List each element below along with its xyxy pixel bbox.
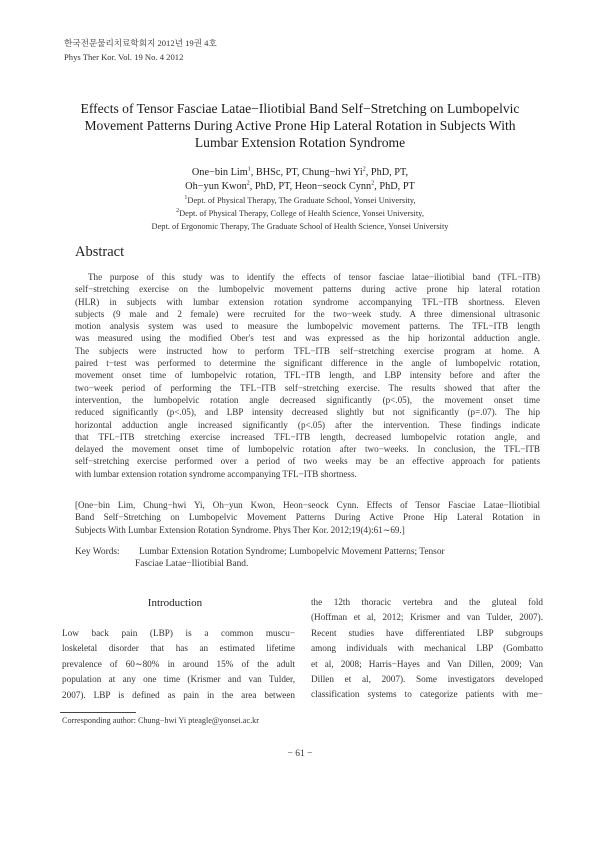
author-degrees: , BHSc, PT, (250, 167, 303, 178)
abstract-line: paired t−test was performed to determine the significant difference in the angle of lumbopelvic rotation, (75, 358, 540, 369)
author-list (40, 166, 560, 194)
affiliation-mark: 1 (184, 195, 188, 202)
body-line: et al, 2008; Harris−Hayes and Van Dillen, 2009; Van (311, 658, 543, 669)
citation-line: [One−bin Lim, Chung−hwi Yi, Oh−yun Kwon, Heon−seock Cynn. Effects of Tensor Fasciae Latae−Iliotibial (75, 500, 540, 510)
title-line: Lumbar Extension Rotation Syndrome (194, 135, 406, 150)
keywords-label: Key Words: (75, 547, 120, 557)
abstract-line: self−stretching exercise performed over a period of two weeks may be an effective approach for patients (75, 456, 540, 467)
abstract-line: two−week period of performing the TFL−ITB self−stretching exercise. The results showed that after the (75, 382, 540, 393)
abstract-line: delayed the movement onset time of lumbopelvic rotation after two−weeks. In conclusion, the TFL−ITB (75, 444, 540, 455)
body-line: loskeletal disorder that has an estimated lifetime (62, 643, 295, 654)
author-affiliation-mark: 2 (246, 180, 250, 187)
journal-name-english: Phys Ther Kor. Vol. 19 No. 4 2012 (64, 52, 184, 62)
body-line: Dillen et al, 2007). Some investigators developed (311, 674, 543, 685)
affiliation-text: Dept. of Physical Therapy, College of Health Science, Yonsei University, (179, 209, 424, 218)
affiliation-line (40, 194, 560, 207)
abstract-line: that TFL−ITB stretching exercise increased TFL−ITB length, decreased lumbopelvic rotation angle, and (75, 431, 540, 442)
abstract-line: subjects (9 male and 2 female) were recruited for the two−week study. A three dimensional ultrasonic (75, 308, 540, 319)
abstract-line: The purpose of this study was to identify the effects of tensor fasciae latae−iliotibial band (TFL−ITB) (88, 272, 540, 282)
affiliation-mark: 2 (176, 208, 180, 215)
body-line: Low back pain (LBP) is a common muscu− (62, 628, 295, 638)
body-line: among individuals with mechanical LBP (Gombatto (311, 643, 543, 654)
author-line (40, 180, 560, 194)
citation-line: Band Self−Stretching on Lumbopelvic Movement Patterns During Active Prone Hip Lateral Rotation in (75, 512, 540, 523)
body-line: classification systems to categorize patients with me− (311, 689, 543, 700)
journal-header (64, 36, 217, 64)
body-line: population at any one time (Krismer and van Tulder, (62, 674, 295, 685)
abstract-line: with lumbar extension rotation syndrome accompanying TFL−ITB shortness. (75, 468, 357, 479)
page-number: − 61 − (287, 749, 313, 759)
author-affiliation-mark: 1 (247, 166, 251, 173)
affiliation-line (40, 207, 560, 220)
author-degrees: , PhD, PT (374, 181, 415, 192)
keywords-text: Lumbar Extension Rotation Syndrome; Lumbopelvic Movement Patterns; Tensor (139, 547, 445, 557)
keywords (75, 546, 445, 571)
author-line (40, 166, 560, 180)
abstract-line: movement onset time of lumbopelvic rotation, TFL−ITB length, and LBP intensity before and after the (75, 370, 540, 381)
abstract-line: reduced significantly (p<.05), and LBP intensity decreased slightly but not significantly (p=.07). The hip (75, 407, 540, 418)
author-degrees: , PhD, PT, (365, 167, 409, 178)
abstract-line: self−stretching exercise on the lumbopelvic movement patterns during active prone hip lateral rotation (75, 284, 540, 295)
citation-block (75, 499, 540, 536)
abstract-line: motion analysis system was used to measure the lumbopelvic movement patterns. The TFL−ITB length (75, 321, 540, 332)
body-line: prevalence of 60∼80% in around 15% of the adult (62, 658, 295, 669)
abstract-line: intervention, the lumbopelvic rotation angle decreased significantly (p<.05), the movement onset time (75, 394, 540, 405)
affiliations (40, 194, 560, 233)
paper-title (40, 100, 560, 151)
author-name: Chung−hwi Yi (302, 167, 363, 178)
author-affiliation-mark: 2 (362, 166, 366, 173)
affiliation-line (40, 220, 560, 233)
body-column-right (311, 595, 543, 703)
citation-line: Subjects With Lumbar Extension Rotation Syndrome. Phys Ther Kor. 2012;19(4):61∼69.] (75, 524, 405, 535)
abstract-line: (HLR) in subjects with lumbar extension rotation syndrome accompanying TFL−ITB shortness. Eleven (75, 296, 540, 307)
keywords-line: Fasciae Latae−Iliotibial Band. (135, 559, 249, 570)
keywords-line (75, 546, 445, 558)
body-line: Recent studies have differentiated LBP subgroups (311, 627, 543, 638)
abstract-line: horizontal adduction angle increased significantly (p<.05) after the intervention. These findings indicate (75, 419, 540, 430)
body-line: the 12th thoracic vertebra and the gluteal fold (311, 597, 543, 607)
abstract-heading: Abstract (75, 244, 125, 260)
abstract-line: The subjects were instructed how to perform TFL−ITB self−stretching exercise program at home. A (75, 345, 540, 356)
author-name: Heon−seock Cynn (294, 181, 372, 192)
abstract-line: was measured using the modified Ober's test and was expressed as the hip horizontal adduction angle. (75, 333, 540, 344)
affiliation-text: Dept. of Physical Therapy, The Graduate School, Yonsei University, (187, 196, 416, 205)
author-name: One−bin Lim (191, 167, 248, 178)
title-line: Movement Patterns During Active Prone Hip Lateral Rotation in Subjects With (84, 118, 516, 133)
section-heading-introduction: Introduction (147, 597, 203, 609)
body-line: 2007). LBP is defined as pain in the area between (62, 689, 295, 700)
body-column-left (62, 626, 295, 703)
footnote-divider (60, 712, 136, 713)
journal-name-korean: 한국전문물리치료학회지 2012년 19권 4호 (64, 38, 217, 48)
title-line: Effects of Tensor Fasciae Latae−Iliotibial Band Self−Stretching on Lumbopelvic (80, 101, 520, 116)
body-line: (Hoffman et al, 2012; Krismer and van Tulder, 2007). (311, 612, 543, 623)
author-name: Oh−yun Kwon (185, 181, 247, 192)
abstract-body (75, 271, 540, 480)
affiliation-text: Dept. of Ergonomic Therapy, The Graduate School of Health Science, Yonsei University (151, 222, 449, 231)
corresponding-author-footnote: Corresponding author: Chung−hwi Yi pteagle@yonsei.ac.kr (62, 716, 259, 725)
author-degrees: , PhD, PT, (249, 181, 295, 192)
author-affiliation-mark: 2 (371, 180, 375, 187)
